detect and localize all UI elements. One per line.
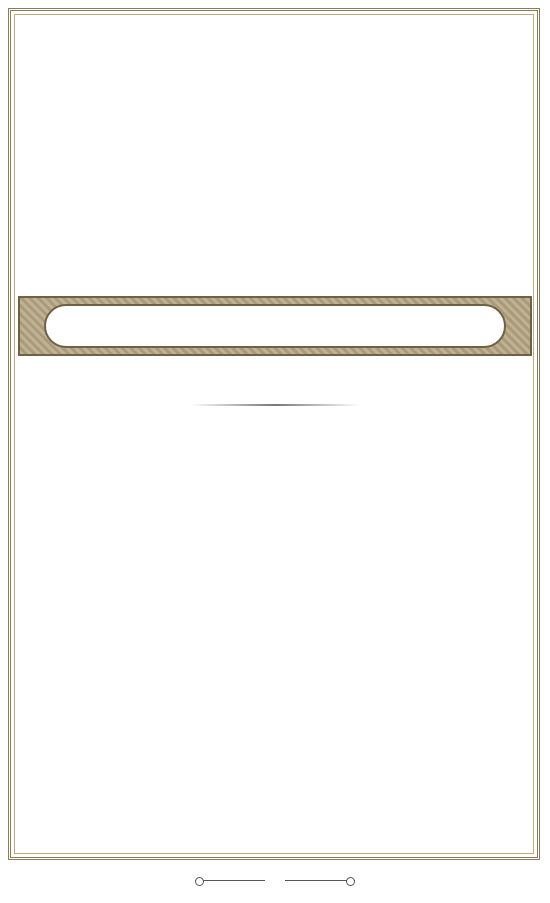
banner-cartouche (44, 304, 506, 348)
footer-ornament-left (195, 876, 265, 886)
footer-ornament-right (285, 876, 355, 886)
top-text-block (28, 30, 522, 292)
page-footer (0, 866, 550, 896)
basmala-underline (190, 404, 360, 406)
bottom-text-block (28, 420, 522, 850)
section-banner (18, 296, 532, 356)
